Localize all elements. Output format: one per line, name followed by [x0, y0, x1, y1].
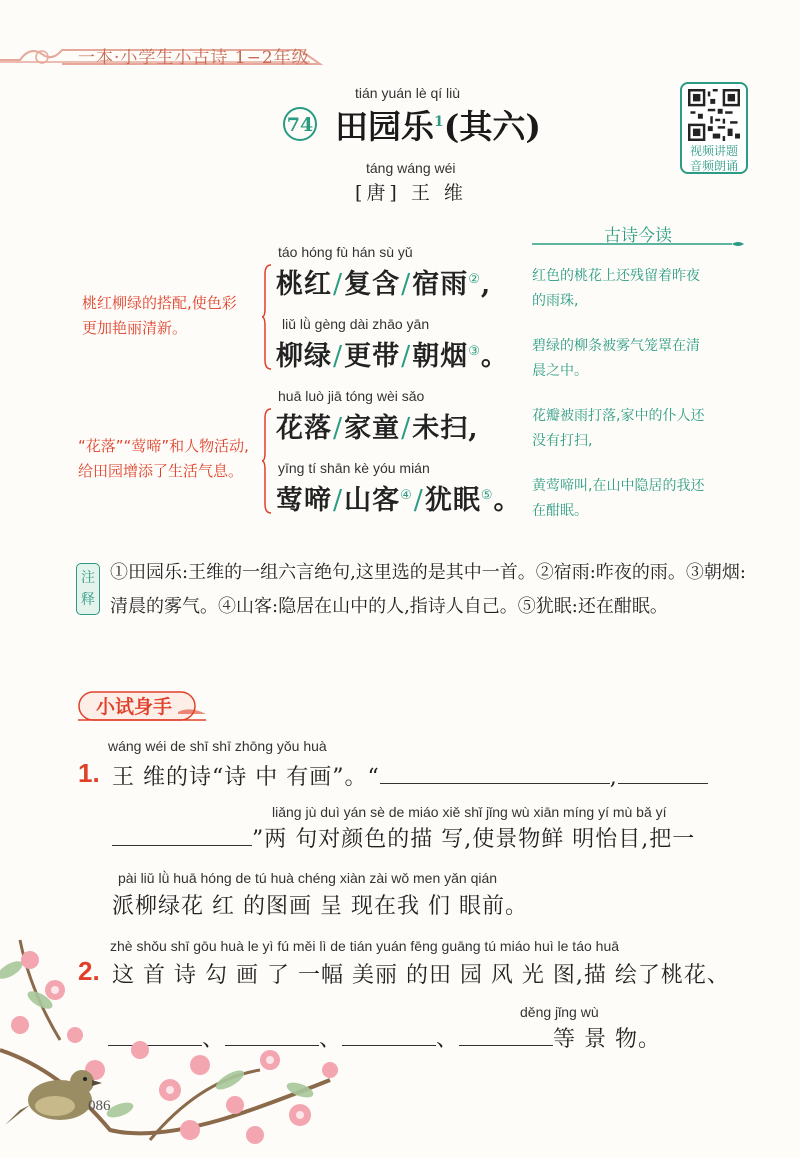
q2-line-1: 这 首 诗 勾 画 了 一幅 美丽 的田 园 风 光 图,描 绘了桃花、 — [112, 963, 730, 988]
qr-code-box[interactable] — [680, 82, 748, 174]
q2-pinyin-1: zhè shǒu shī gōu huà le yì fú měi lì de tián yuán fēng guāng tú miáo huì le táo huā — [110, 938, 620, 954]
header-title: 一本·小学生小古诗 1−2年级 — [78, 48, 310, 68]
answer-blank[interactable] — [380, 763, 610, 784]
poem-author: [唐] 王 维 — [355, 182, 467, 204]
answer-blank[interactable] — [459, 1025, 553, 1046]
translation-divider — [532, 240, 746, 248]
translation-item-4: 黄莺啼叫,在山中隐居的我还 在酣眠。 — [532, 478, 705, 519]
q1-pinyin-2: liǎng jù duì yán sè de miáo xiě shǐ jǐng wù xiān míng yí mù bǎ yí — [272, 804, 667, 820]
poem-line-4-pinyin: yīng tí shān kè yóu mián — [278, 460, 430, 476]
qr-label-video: 视频讲题 — [689, 144, 738, 158]
poem-title: 田园乐$^1$(其六) — [335, 107, 541, 146]
translation-item-2: 碧绿的柳条被雾气笼罩在清 晨之中。 — [532, 338, 700, 379]
q1-number: 1. — [78, 758, 100, 788]
poem-number-badge: 74 — [283, 107, 317, 141]
q1-pinyin-1: wáng wéi de shī shī zhōng yǒu huà — [108, 738, 327, 754]
poem-line-1-pinyin: táo hóng fù hán sù yǔ — [278, 244, 413, 260]
poem-line-1: 桃红/复含/宿雨②, — [276, 269, 492, 300]
poem-line-2-pinyin: liǔ lǜ gèng dài zhāo yān — [282, 316, 430, 332]
q2-line-2: 、 、 、 等 景 物。 — [108, 1022, 661, 1053]
notes-badge: 注 释 — [76, 563, 100, 615]
poem-line-2: 柳绿/更带/朝烟③。 — [276, 341, 509, 372]
comment-1: 桃红柳绿的搭配,使色彩 更加艳丽清新。 — [82, 294, 237, 337]
poem-line-3-pinyin: huā luò jiā tóng wèi sǎo — [278, 388, 425, 404]
answer-blank[interactable] — [112, 825, 252, 846]
page-number: 086 — [88, 1098, 111, 1114]
comment-2: “花落”“莺啼”和人物活动, 给田园增添了生活气息。 — [78, 437, 249, 480]
q1-line-1: 王 维的诗“诗 中 有画”。“ , — [112, 760, 708, 791]
q1-line-3: 派柳绿花 红 的图画 呈 现在我 们 眼前。 — [112, 894, 528, 919]
brace-icon — [262, 264, 272, 370]
exercise-header: 小试身手 — [96, 696, 173, 718]
translation-item-1: 红色的桃花上还残留着昨夜 的雨珠, — [532, 268, 700, 309]
poem-line-3: 花落/家童/未扫, — [276, 413, 479, 444]
q1-line-2: ”两 句对颜色的描 写,使景物鲜 明怡目,把一 — [112, 822, 695, 853]
qr-code-icon — [688, 89, 740, 141]
q2-number: 2. — [78, 956, 100, 986]
author-pinyin: táng wáng wéi — [366, 160, 456, 176]
blossom-bird-illustration-icon — [0, 930, 360, 1158]
qr-label-audio: 音频朗诵 — [689, 159, 738, 173]
notes-text: ①田园乐:王维的一组六言绝句,这里选的是其中一首。②宿雨:昨夜的雨。③朝烟:清晨的雾气。④山客:隐居在山中的人,指诗人自己。⑤犹眠:还在酣眠。 — [110, 562, 746, 617]
title-pinyin: tián yuán lè qí liù — [355, 85, 461, 101]
brace-icon — [262, 408, 272, 514]
translation-item-3: 花瓣被雨打落,家中的仆人还 没有打扫, — [532, 408, 705, 449]
translation-title: 古诗今读 — [604, 226, 672, 246]
answer-blank[interactable] — [618, 763, 708, 784]
q1-pinyin-3: pài liǔ lǜ huā hóng de tú huà chéng xiàn zài wǒ men yǎn qián — [118, 870, 498, 886]
q2-pinyin-2: děng jǐng wù — [520, 1004, 599, 1020]
poem-line-4: 莺啼/山客④/犹眠⑤。 — [276, 485, 522, 516]
